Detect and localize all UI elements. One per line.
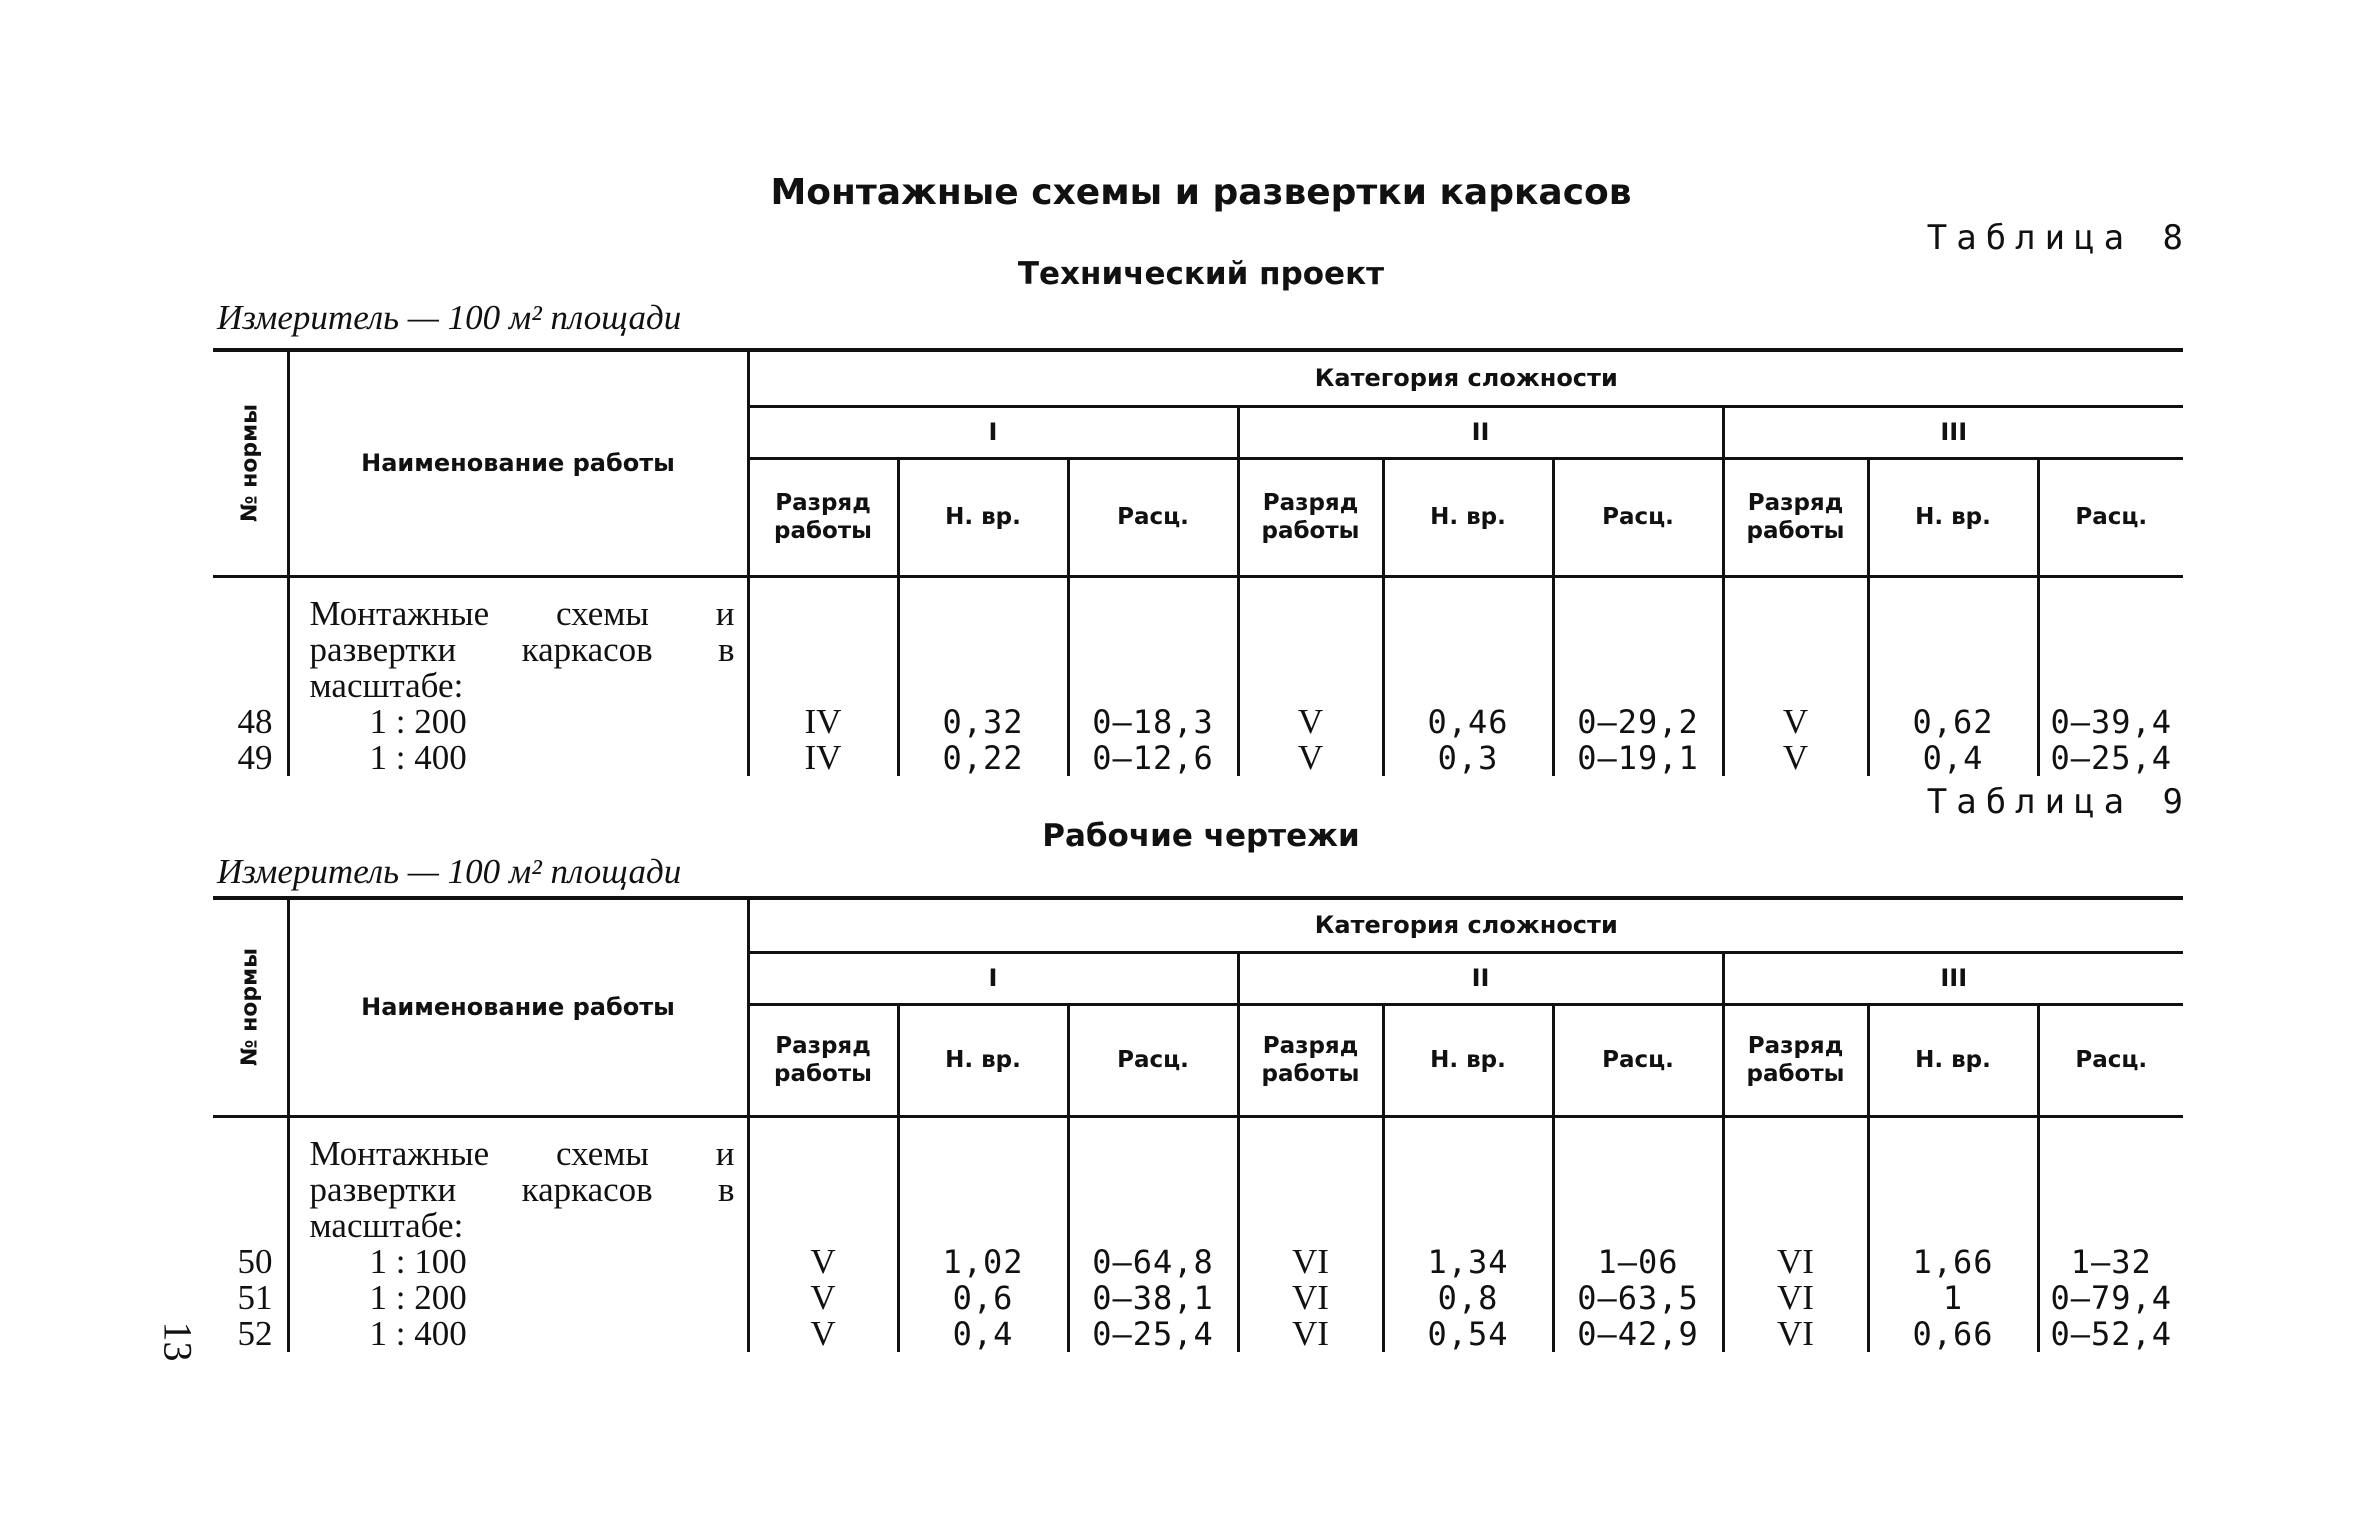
cell: V (748, 1244, 898, 1280)
category-ii-header: II (1238, 406, 1723, 458)
cell: 0,6 (898, 1280, 1068, 1316)
time-header: Н. вр. (1383, 458, 1553, 576)
cell: V (1723, 740, 1868, 776)
intro-text: Монтажные схемы и развертки каркасов в масштабе: (288, 1136, 748, 1244)
rate-header: Расц. (2038, 458, 2183, 576)
cell: 0—19,1 (1553, 740, 1723, 776)
time-header: Н. вр. (898, 458, 1068, 576)
table-8-subtitle: Технический проект (1017, 256, 1385, 292)
cell: VI (1238, 1244, 1383, 1280)
cell: 0—29,2 (1553, 704, 1723, 740)
cell: V (1723, 704, 1868, 740)
cell: 1—32 (2038, 1244, 2183, 1280)
work-name: 1 : 200 (288, 1280, 748, 1316)
table-row (213, 704, 2183, 740)
grade-header: Разряд работы (748, 1004, 898, 1116)
rate-header: Расц. (1068, 1004, 1238, 1116)
norm-no-header: № нормы (213, 350, 288, 576)
cell: 1—06 (1553, 1244, 1723, 1280)
cell: 0,4 (1868, 740, 2038, 776)
grade-header: Разряд работы (1723, 1004, 1868, 1116)
table-8-measure: Измеритель — 100 м² площади (217, 298, 682, 337)
cell: 0,62 (1868, 704, 2038, 740)
rate-header: Расц. (1553, 1004, 1723, 1116)
table-9-label: Таблица 9 (1926, 782, 2192, 822)
rate-header: Расц. (1068, 458, 1238, 576)
cell: 0—25,4 (1068, 1316, 1238, 1352)
cell: 0,54 (1383, 1316, 1553, 1352)
time-header: Н. вр. (1868, 458, 2038, 576)
norm-no: 52 (237, 1314, 273, 1353)
norm-no-header: № нормы (213, 898, 288, 1116)
cell: 0,8 (1383, 1280, 1553, 1316)
norm-no: 48 (237, 702, 273, 741)
page-title: Монтажные схемы и развертки каркасов (770, 172, 1632, 213)
cell: 1 (1868, 1280, 2038, 1316)
cell: 0—64,8 (1068, 1244, 1238, 1280)
cell: 0—63,5 (1553, 1280, 1723, 1316)
cell: 0,32 (898, 704, 1068, 740)
work-name-header: Наименование работы (288, 350, 748, 576)
work-name: 1 : 200 (288, 704, 748, 740)
table-9-subtitle: Рабочие чертежи (1042, 818, 1360, 854)
table-row (213, 740, 2183, 776)
cell: 0—39,4 (2038, 704, 2183, 740)
category-i-header: I (748, 952, 1238, 1004)
grade-header: Разряд работы (1238, 1004, 1383, 1116)
cell: 0—79,4 (2038, 1280, 2183, 1316)
cell: 0,4 (898, 1316, 1068, 1352)
rate-header: Расц. (1553, 458, 1723, 576)
time-header: Н. вр. (1868, 1004, 2038, 1116)
rate-header: Расц. (2038, 1004, 2183, 1116)
grade-header: Разряд работы (1238, 458, 1383, 576)
cell: VI (1723, 1244, 1868, 1280)
table-row (213, 1280, 2183, 1316)
grade-header: Разряд работы (1723, 458, 1868, 576)
time-header: Н. вр. (898, 1004, 1068, 1116)
cell: 0—42,9 (1553, 1316, 1723, 1352)
cell: 0—12,6 (1068, 740, 1238, 776)
cell: 1,34 (1383, 1244, 1553, 1280)
cell: V (748, 1316, 898, 1352)
table-9-measure: Измеритель — 100 м² площади (217, 852, 682, 891)
cell: VI (1723, 1316, 1868, 1352)
cell: 1,66 (1868, 1244, 2038, 1280)
norm-no: 50 (237, 1242, 273, 1281)
cell: 0,22 (898, 740, 1068, 776)
table-row (213, 1316, 2183, 1352)
cell: V (1238, 740, 1383, 776)
category-iii-header: III (1723, 952, 2183, 1004)
cell: V (748, 1280, 898, 1316)
work-name: 1 : 400 (288, 740, 748, 776)
cell: 0—38,1 (1068, 1280, 1238, 1316)
table-8-label: Таблица 8 (1926, 218, 2192, 258)
table-9 (213, 896, 2183, 1352)
grade-header: Разряд работы (748, 458, 898, 576)
category-iii-header: III (1723, 406, 2183, 458)
cell: 1,02 (898, 1244, 1068, 1280)
category-i-header: I (748, 406, 1238, 458)
category-ii-header: II (1238, 952, 1723, 1004)
cell: IV (748, 740, 898, 776)
category-header: Категория сложности (748, 898, 2183, 952)
cell: VI (1238, 1280, 1383, 1316)
cell: 0,3 (1383, 740, 1553, 776)
cell: 0—18,3 (1068, 704, 1238, 740)
time-header: Н. вр. (1383, 1004, 1553, 1116)
table-8 (213, 348, 2183, 776)
work-name-header: Наименование работы (288, 898, 748, 1116)
cell: VI (1238, 1316, 1383, 1352)
cell: 0—52,4 (2038, 1316, 2183, 1352)
norm-no: 49 (237, 738, 273, 777)
page-number: 13 (155, 1321, 201, 1362)
cell: VI (1723, 1280, 1868, 1316)
norm-no: 51 (237, 1278, 273, 1317)
cell: 0,66 (1868, 1316, 2038, 1352)
work-name: 1 : 100 (288, 1244, 748, 1280)
table-row (213, 1244, 2183, 1280)
cell: 0—25,4 (2038, 740, 2183, 776)
cell: 0,46 (1383, 704, 1553, 740)
category-header: Категория сложности (748, 350, 2183, 406)
intro-text: Монтажные схемы и развертки каркасов в масштабе: (288, 596, 748, 704)
cell: IV (748, 704, 898, 740)
work-name: 1 : 400 (288, 1316, 748, 1352)
cell: V (1238, 704, 1383, 740)
